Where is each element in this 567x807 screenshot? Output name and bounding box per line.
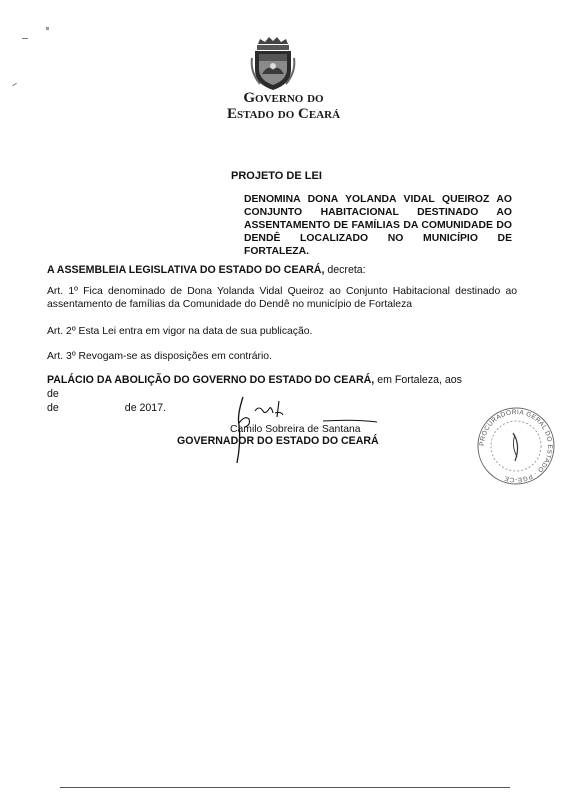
signatory-title: GOVERNADOR DO ESTADO DO CEARÁ — [177, 435, 379, 447]
scan-mark — [46, 27, 49, 30]
preamble — [47, 264, 366, 276]
preamble-verb: decreta: — [324, 264, 366, 276]
preamble-subject: A ASSEMBLEIA LEGISLATIVA DO ESTADO DO CEARÁ, — [47, 264, 325, 276]
scan-mark — [12, 83, 17, 86]
closing-de-1: de — [47, 388, 59, 400]
signatory-name: Camilo Sobreira de Santana — [230, 424, 361, 435]
article-2: Art. 2º Esta Lei entra em vigor na data de sua publicação. — [47, 326, 313, 337]
footer-rule — [60, 787, 510, 788]
article-3: Art. 3º Revogam-se as disposições em contrário. — [47, 351, 272, 362]
bill-summary: DENOMINA DONA YOLANDA VIDAL QUEIROZ AO CONJUNTO HABITACIONAL DESTINADO AO ASSENTAMENTO DE FAMÍLIAS DA COMUNIDADE DO DENDÊ LOCALIZADO NO MUNICÍPIO DE FORTALEZA. — [244, 194, 512, 257]
document-type: PROJETO DE LEI — [231, 170, 322, 182]
closing-place: PALÁCIO DA ABOLIÇÃO DO GOVERNO DO ESTADO DO CEARÁ, — [47, 374, 375, 386]
pge-stamp-icon — [475, 405, 557, 487]
org-line-2: Estado do Ceará — [226, 106, 341, 122]
stamp-text: PROCURADORIA GERAL DO ESTADO · PGE-CE — [478, 408, 554, 484]
state-crest-icon — [250, 36, 296, 92]
government-heading — [0, 90, 567, 122]
closing-city: em Fortaleza, aos — [374, 374, 462, 386]
svg-text:PROCURADORIA GERAL DO ESTADO · — [479, 409, 553, 483]
closing-de-2: de — [47, 402, 59, 414]
org-line-1: Governo do — [243, 90, 324, 106]
article-1: Art. 1º Fica denominado de Dona Yolanda Vidal Queiroz ao Conjunto Habitacional destinado ao assentamento de famílias da Comunidade do Dendê no município de Fortaleza — [47, 286, 517, 310]
closing-year: de 2017. — [124, 402, 167, 414]
scan-mark — [22, 38, 28, 39]
